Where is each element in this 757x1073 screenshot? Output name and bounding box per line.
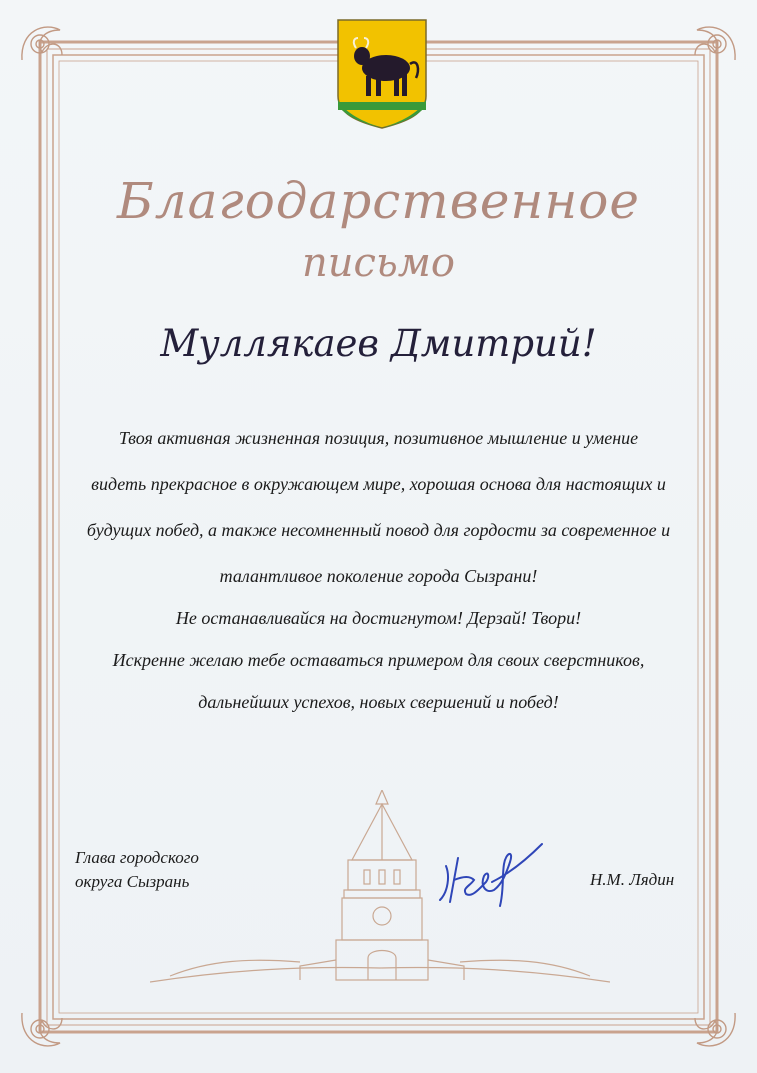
body-line-1: Твоя активная жизненная позиция, позитивное мышление и умение [118,428,639,448]
signatory-name: Н.М. Лядин [590,870,675,889]
coat-of-arms-icon [336,18,428,130]
body-line-2: видеть прекрасное в окружающем мире, хорошая основа для настоящих и [91,474,666,494]
signatory-title [75,846,199,894]
body-line-3: будущих побед, а также несомненный повод для гордости за современное и [86,520,671,540]
body-line-7: дальнейших успехов, новых свершений и побед! [198,692,559,712]
letter-heading-second-line: письмо [302,240,455,286]
recipient-name: Муллякаев Дмитрий! [160,322,597,365]
letter-heading: Благодарственное [117,172,640,230]
signatory-title-line-2: округа Сызрань [75,872,190,891]
body-line-6: Искренне желаю тебе оставаться примером для своих сверстников, [112,650,645,670]
body-line-4: талантливое поколение города Сызрани! [219,566,538,586]
signature-icon [430,836,550,916]
signatory-title-line-1: Глава городского [75,848,199,867]
body-line-5: Не останавливайся на достигнутом! Дерзай! Твори! [175,608,582,628]
